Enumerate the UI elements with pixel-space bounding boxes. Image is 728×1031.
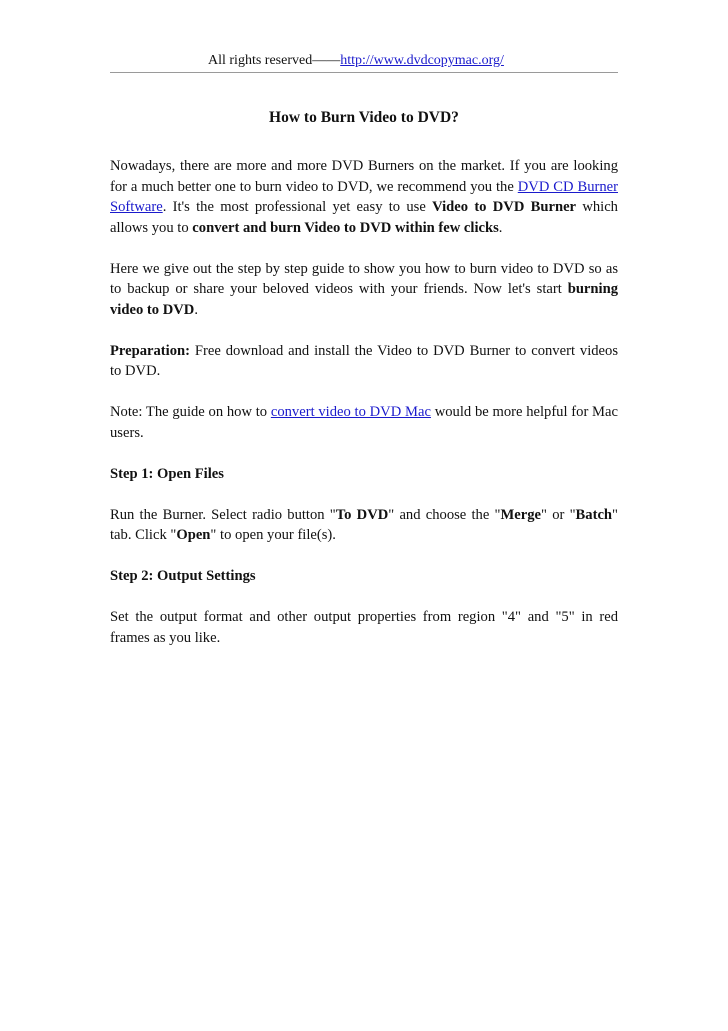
step2-paragraph: Set the output format and other output properties from region "4" and "5" in red frames as you like. (110, 609, 618, 646)
intro-paragraph (110, 156, 618, 238)
step1-bold-to-dvd: To DVD (335, 506, 389, 523)
guide-text-1: Here we give out the step by step guide to show you how to burn video to DVD so as to backup or share your beloved videos with your friends. Now let's start (110, 260, 618, 297)
document-body (110, 156, 618, 669)
guide-paragraph (110, 259, 618, 321)
guide-bold-1: burning video to DVD (110, 281, 618, 318)
document-title: How to Burn Video to DVD? (269, 109, 459, 126)
note-paragraph (110, 402, 618, 443)
intro-text-2: . It's the most professional yet easy to use (162, 199, 433, 215)
intro-text-4: . (498, 219, 503, 236)
intro-text-3: which allows you to (110, 199, 618, 236)
step1-text-3: " or " (541, 506, 576, 523)
header-line (208, 52, 504, 70)
intro-bold-1: Video to DVD Burner (432, 199, 577, 215)
step2-heading: Step 2: Output Settings (110, 568, 256, 584)
step1-text-4: " tab. Click " (110, 506, 618, 543)
note-text-1: Note: The guide on how to (110, 404, 271, 420)
header-url-link[interactable]: http://www.dvdcopymac.org/ (340, 53, 504, 68)
step1-heading: Step 1: Open Files (110, 465, 224, 482)
step1-text-2: " and choose the " (388, 506, 501, 523)
note-text-2: would be more helpful for Mac users. (110, 404, 618, 441)
step1-text-5: " to open your file(s). (210, 527, 336, 543)
convert-video-mac-link[interactable]: convert video to DVD Mac (270, 404, 431, 420)
guide-text-2: . (194, 301, 198, 318)
rights-text: All rights reserved (208, 53, 313, 68)
page-header (110, 52, 618, 73)
preparation-paragraph (110, 341, 618, 382)
preparation-text: Free download and install the Video to DVD Burner to convert videos to DVD. (110, 342, 618, 379)
step1-bold-open: Open (176, 527, 211, 543)
step1-text-1: Run the Burner. Select radio button " (110, 506, 336, 523)
step1-bold-batch: Batch (575, 506, 613, 523)
preparation-label: Preparation: (110, 342, 190, 359)
dvd-cd-burner-link[interactable]: DVD CD Burner Software (110, 178, 618, 215)
header-dash: —— (312, 53, 341, 68)
step1-bold-merge: Merge (500, 506, 542, 523)
intro-bold-2: convert and burn Video to DVD within few clicks (192, 219, 499, 236)
intro-text-1: Nowadays, there are more and more DVD Burners on the market. If you are looking for a much better one to burn video to DVD, we recommend you the (110, 158, 618, 195)
step1-paragraph (110, 505, 618, 546)
